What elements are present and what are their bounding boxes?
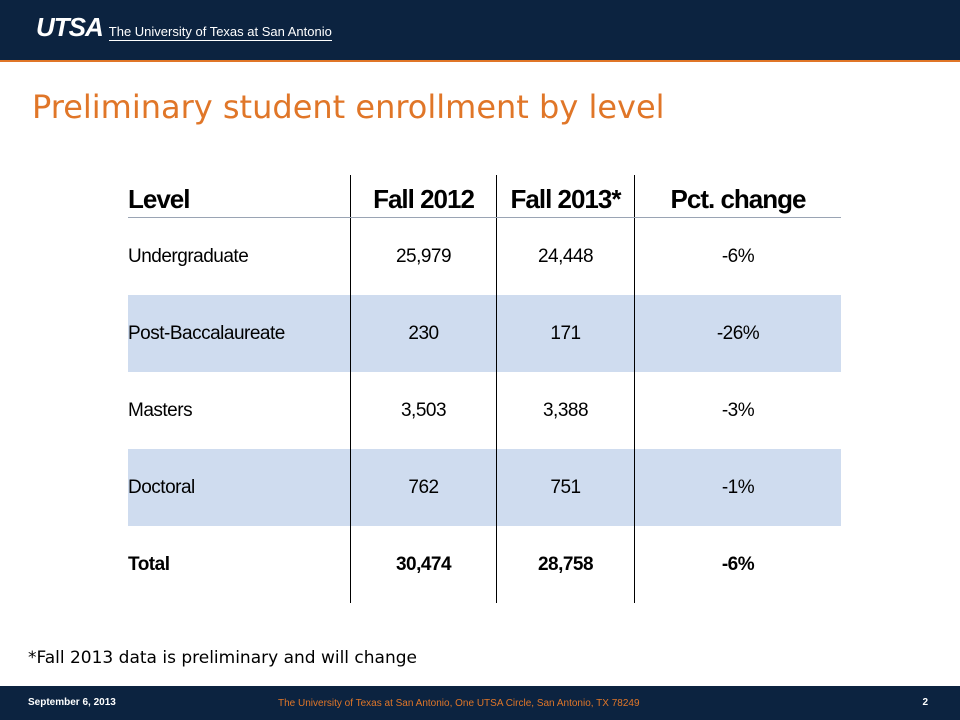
cell-pct-change: -3% <box>635 372 842 449</box>
footnote: *Fall 2013 data is preliminary and will change <box>28 648 417 668</box>
table-row-total <box>128 526 841 603</box>
table-row-doctoral <box>128 449 841 526</box>
cell-fall-2013: 28,758 <box>497 526 635 603</box>
column-header-fall-2013: Fall 2013* <box>497 175 635 218</box>
footer-bar <box>0 686 960 720</box>
page-number: 2 <box>922 697 928 708</box>
cell-fall-2013: 171 <box>497 295 635 372</box>
cell-level: Masters <box>128 399 193 421</box>
column-header-pct-change: Pct. change <box>635 175 842 218</box>
table-row-undergraduate <box>128 218 841 296</box>
table-row-post-baccalaureate <box>128 295 841 372</box>
header-bar <box>0 0 960 62</box>
cell-fall-2012: 25,979 <box>351 218 497 296</box>
column-header-level: Level <box>128 175 351 218</box>
cell-pct-change: -26% <box>635 295 842 372</box>
cell-fall-2012: 230 <box>351 295 497 372</box>
cell-fall-2013: 24,448 <box>497 218 635 296</box>
cell-pct-change: -1% <box>635 449 842 526</box>
cell-pct-change: -6% <box>635 218 842 296</box>
cell-fall-2013: 751 <box>497 449 635 526</box>
cell-fall-2012: 3,503 <box>351 372 497 449</box>
university-logo[interactable] <box>36 12 332 43</box>
footer-address: The University of Texas at San Antonio, One UTSA Circle, San Antonio, TX 78249 <box>278 698 640 709</box>
logo-mark: UTSA <box>36 12 103 42</box>
column-header-fall-2012: Fall 2012 <box>351 175 497 218</box>
table-header-row <box>128 175 841 218</box>
footer-date: September 6, 2013 <box>28 697 116 708</box>
cell-fall-2012: 30,474 <box>351 526 497 603</box>
cell-level: Undergraduate <box>128 245 249 267</box>
cell-level: Post-Baccalaureate <box>128 295 351 372</box>
cell-level: Total <box>128 553 170 575</box>
cell-fall-2012: 762 <box>351 449 497 526</box>
cell-fall-2013: 3,388 <box>497 372 635 449</box>
cell-level: Doctoral <box>128 449 351 526</box>
cell-pct-change: -6% <box>635 526 842 603</box>
enrollment-table <box>128 175 841 603</box>
slide-title: Preliminary student enrollment by level <box>32 88 665 126</box>
logo-text: The University of Texas at San Antonio <box>108 24 332 39</box>
table-row-masters <box>128 372 841 449</box>
